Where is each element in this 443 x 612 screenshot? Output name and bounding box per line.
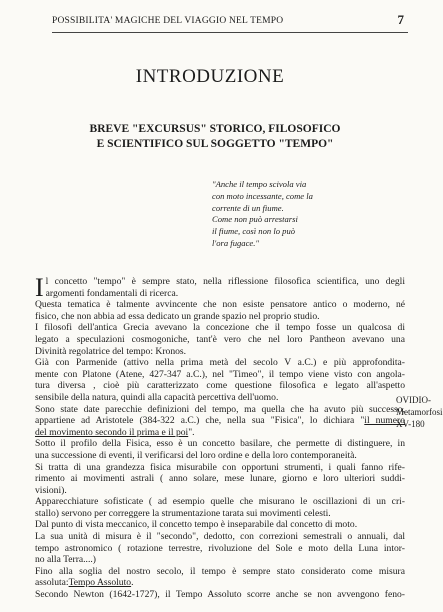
subtitle-line: BREVE "EXCURSUS" STORICO, FILOSOFICO bbox=[89, 123, 341, 135]
aristotle-definition: il numero bbox=[364, 415, 405, 427]
aristotle-definition: del movimento secondo il prima e il poi bbox=[35, 426, 189, 438]
body-text bbox=[35, 273, 405, 601]
paragraph-line: stallo) servono per correggere la strumentazione tarata sui movimenti celesti. bbox=[35, 507, 331, 519]
paragraph-line: Sono state date parecchie definizioni del tempo, ma quella che ha avuto più successo, bbox=[35, 403, 405, 415]
paragraph-line bbox=[35, 415, 405, 427]
epigraph-line: il fiume, così non lo può bbox=[212, 226, 296, 237]
line-text: l concetto "tempo" è sempre stato, nella riflessione filosofica scientifica, uno degli bbox=[45, 276, 405, 287]
paragraph-line: Secondo Newton (1642-1727), il Tempo Assoluto scorre anche se non avvengono feno- bbox=[35, 589, 405, 601]
chapter-title: INTRODUZIONE bbox=[135, 66, 285, 87]
paragraph-line: rimento ai movimenti astrali ( anno solare, mese lunare, giorno e loro ulteriori suddi- bbox=[35, 473, 405, 485]
paragraph-line: La sua unità di misura è il "secondo", dedotto, con correzioni semestrali o annuali, dal bbox=[35, 531, 405, 543]
paragraph-line: Fino alla soglia del nostro secolo, il tempo è sempre stato considerato come misura bbox=[35, 565, 405, 577]
paragraph-line: legato a speculazioni cosmogoniche, tant'è vero che nel loro Pantheon avevano una bbox=[35, 333, 405, 345]
paragraph-line: no alla Terra....) bbox=[35, 554, 96, 566]
paragraph-line: visioni). bbox=[35, 484, 67, 496]
paragraph-line: mente con Platone (Atene, 427-347 a.C.), nel "Timeo", il tempo viene visto con angola- bbox=[35, 368, 405, 380]
paragraph-line: tempo astronomico ( rotazione terrestre, rivoluzione del Sole e moto della Luna intor- bbox=[35, 542, 405, 554]
absolute-time-term: Tempo Assoluto bbox=[68, 577, 132, 589]
paragraph-line bbox=[35, 577, 405, 589]
chapter-subtitle bbox=[0, 122, 430, 152]
line-text: . bbox=[131, 577, 134, 589]
paragraph-line: sensibile della natura, quindi alla capacità percettiva dell'uomo. bbox=[35, 391, 279, 403]
drop-cap: I bbox=[35, 273, 44, 302]
epigraph-line: l'ora fugace." bbox=[212, 237, 259, 248]
epigraph-line: "Anche il tempo scivola via bbox=[212, 179, 307, 189]
paragraph-line: Questa tematica è talmente avvincente che non esiste pensatore antico o moderno, né bbox=[35, 299, 405, 311]
paragraph-line: Sotto il profilo della Fisica, esso è un concetto basilare, che permette di distinguere, in bbox=[35, 438, 405, 450]
paragraph-line: tura diversa , cioè più caratterizzato come questione filosofica e legato all'aspetto bbox=[35, 380, 405, 392]
epigraph bbox=[212, 179, 412, 250]
paragraph-line: I filosofi dell'antica Grecia avevano la concezione che il tempo fosse un qualcosa di bbox=[35, 322, 405, 334]
paragraph-line: Divinità regolatrice del tempo: Kronos. bbox=[35, 345, 187, 357]
paragraph-line: una successione di eventi, il verificarsi del loro ordine e della loro contemporaneità. bbox=[35, 449, 357, 461]
subtitle-line: E SCIENTIFICO SUL SOGGETTO "TEMPO" bbox=[96, 138, 334, 150]
line-text: appartiene ad Aristotele (384-322 a.C.) che, nella sua "Fisica", lo dichiara " bbox=[35, 415, 365, 427]
paragraph-line: Apparecchiature sofisticate ( ad esempio quelle che misurano le oscillazioni di un cri- bbox=[35, 496, 405, 508]
paragraph-line: Già con Parmenide (attivo nella prima metà del secolo V a.C.) e più approfondita- bbox=[35, 357, 405, 369]
line-text: assoluta: bbox=[35, 577, 69, 589]
epigraph-source: OVIDIO-Metamorfosi XV-180 bbox=[396, 395, 443, 429]
page-number: 7 bbox=[397, 12, 404, 27]
paragraph-line bbox=[35, 427, 405, 439]
paragraph-line: Si tratta di una grandezza fisica misurabile con opportuni strumenti, i quali fanno rife- bbox=[35, 461, 405, 473]
paragraph-line: Dal punto di vista meccanico, il concetto tempo è inseparabile dal concetto di moto. bbox=[35, 519, 358, 531]
paragraph-line: fisico, che non abbia ad essa dedicato un grande spazio nel proprio studio. bbox=[35, 310, 320, 322]
epigraph-line: Come non può arrestarsi bbox=[212, 214, 298, 225]
paragraph-line: argomenti fondamentali di ricerca. bbox=[45, 287, 179, 299]
line-text: ". bbox=[188, 426, 195, 438]
running-title: POSSIBILITA' MAGICHE DEL VIAGGIO NEL TEMPO bbox=[52, 16, 284, 26]
epigraph-line: con moto incessante, come la bbox=[212, 190, 313, 201]
running-header bbox=[52, 12, 408, 33]
epigraph-line: corrente di un fiume. bbox=[212, 202, 284, 213]
